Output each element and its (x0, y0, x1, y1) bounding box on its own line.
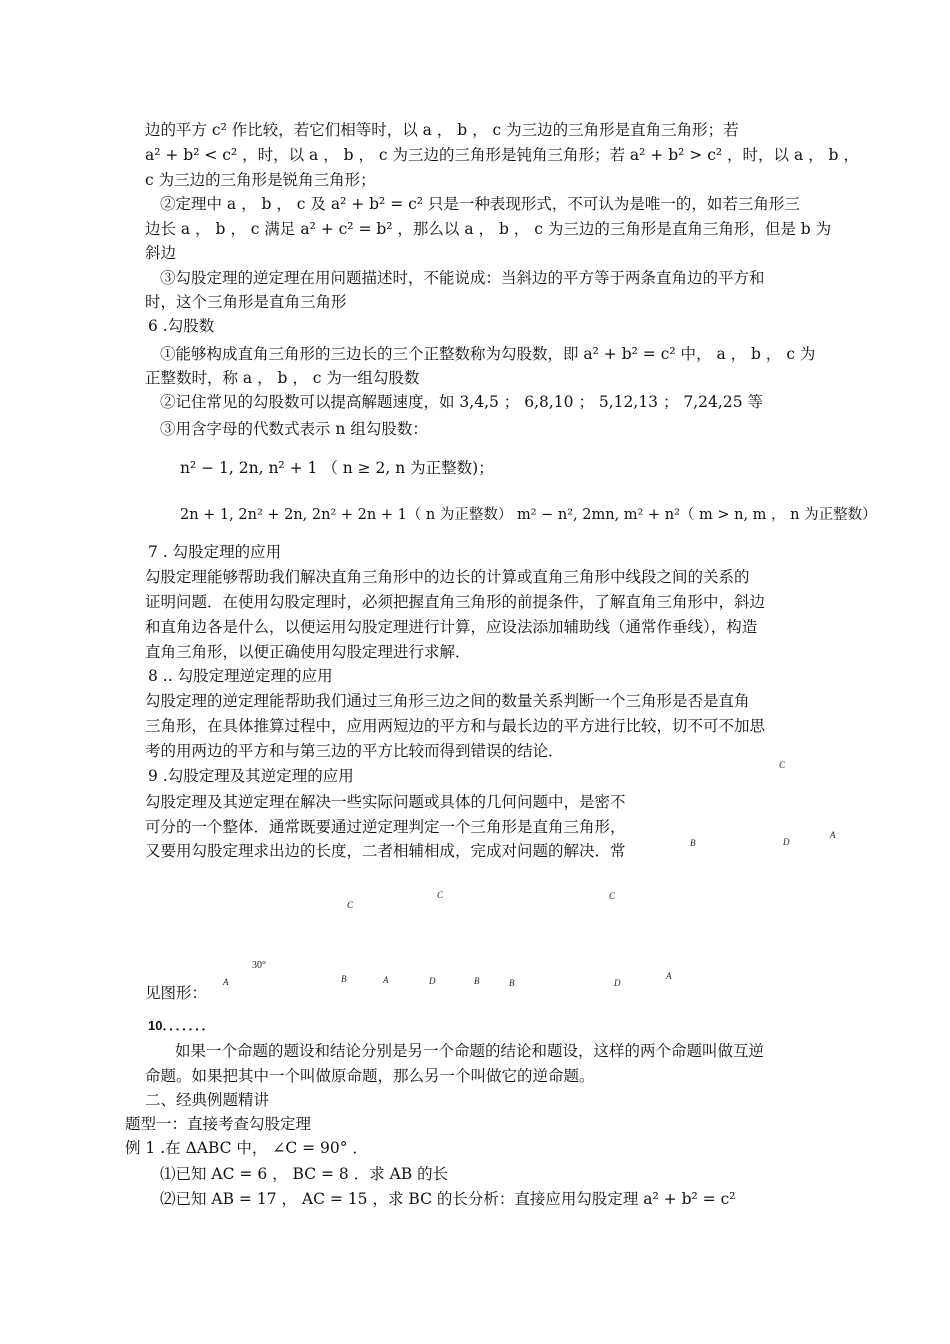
text-line-4: ②定理中 a ， b ， c 及 a² + b² = c² 只是一种表现形式，不可认为是唯一的，如若三角形三 (160, 195, 800, 213)
text-line-8: 时，这个三角形是直角三角形 (145, 293, 347, 311)
section-heading-8: 8 .. 勾股定理逆定理的应用 (148, 667, 333, 685)
text-line-23: 三角形，在具体推算过程中，应用两短边的平方和与最长边的平方进行比较，切不可不加思 (145, 717, 766, 735)
figure-label: A (830, 830, 836, 840)
text-line-11: 正整数时，称 a ， b ， c 为一组勾股数 (145, 369, 420, 387)
section-heading-7: 7 . 勾股定理的应用 (148, 543, 282, 561)
text-line-34: 题型一：直接考查勾股定理 (125, 1115, 312, 1133)
text-line-3: c 为三边的三角形是锐角三角形； (145, 171, 376, 189)
text-line-22: 勾股定理的逆定理能帮助我们通过三角形三边之间的数量关系判断一个三角形是否是直角 (145, 692, 750, 710)
text-line-13: ③用含字母的代数式表示 n 组勾股数： (160, 420, 428, 438)
text-line-20: 直角三角形，以便正确使用勾股定理进行求解． (145, 643, 471, 661)
text-line-2: a² + b² < c² ，时，以 a ， b ， c 为三边的三角形是钝角三角形；若 a² + b² > c² ，时，以 a ， b ， (145, 146, 859, 164)
text-line-6: 斜边 (145, 244, 177, 262)
section-heading-10: 10．．．．．．． (148, 1018, 215, 1033)
example-1-part-2: ⑵已知 AB = 17 ， AC = 15 ，求 BC 的长分析：直接应用勾股定理 a² + b² = c² (160, 1190, 736, 1208)
figure-label: A (666, 971, 672, 981)
figure-label: C (437, 890, 444, 900)
section-heading-examples: 二、经典例题精讲 (145, 1091, 270, 1109)
text-line-28: 又要用勾股定理求出边的长度，二者相辅相成，完成对问题的解决．常 (145, 842, 626, 860)
figure-label: C (347, 900, 354, 910)
figure-label: A (383, 975, 389, 985)
text-line-10: ①能够构成直角三角形的三边长的三个正整数称为勾股数，即 a² + b² = c² 中， a ， b ， c 为 (160, 345, 816, 363)
text-line-12: ②记住常见的勾股数可以提高解题速度，如 3,4,5 ； 6,8,10 ； 5,12,13 ； 7,24,25 等 (160, 393, 763, 411)
figure-label: B (474, 976, 480, 986)
text-line-1: 边的平方 c² 作比较，若它们相等时，以 a ， b ， c 为三边的三角形是直角三角形；若 (145, 121, 739, 139)
text-line-29: 见图形： (145, 984, 208, 1002)
figure-label: D (614, 978, 621, 988)
formula-line-2: 2n + 1, 2n² + 2n, 2n² + 2n + 1（ n 为正整数） m² − n², 2mn, m² + n²（ m > n, m ， n 为正整数） (180, 507, 877, 523)
section-heading-6: 6 .勾股数 (148, 317, 215, 335)
figure-label: D (783, 837, 790, 847)
text-line-27: 可分的一个整体．通常既要通过逆定理判定一个三角形是直角三角形， (145, 818, 626, 836)
text-line-18: 证明问题．在使用勾股定理时，必须把握直角三角形的前提条件，了解直角三角形中，斜边 (145, 593, 766, 611)
text-line-31: 如果一个命题的题设和结论分别是另一个命题的结论和题设，这样的两个命题叫做互逆 (175, 1042, 765, 1060)
figure-label: B (690, 838, 696, 848)
text-line-19: 和直角边各是什么，以便运用勾股定理进行计算，应设法添加辅助线（通常作垂线），构造 (145, 618, 758, 636)
example-1-title: 例 1 .在 ΔABC 中， ∠C = 90° ． (125, 1139, 368, 1157)
figure-label: C (609, 891, 616, 901)
text-line-26: 勾股定理及其逆定理在解决一些实际问题或具体的几何问题中，是密不 (145, 793, 626, 811)
text-line-17: 勾股定理能够帮助我们解决直角三角形中的边长的计算或直角三角形中线段之间的关系的 (145, 568, 750, 586)
text-line-5: 边长 a ， b ， c 满足 a² + c² = b² ，那么以 a ， b ， c 为三边的三角形是直角三角形，但是 b 为 (145, 220, 832, 238)
text-line-32: 命题。如果把其中一个叫做原命题，那么另一个叫做它的逆命题。 (145, 1067, 595, 1085)
figure-label: B (509, 978, 515, 988)
figure-label: B (341, 974, 347, 984)
text-line-24: 考的用两边的平方和与第三边的平方比较而得到错误的结论． (145, 742, 564, 760)
figure-angle-label: 30° (252, 960, 266, 971)
example-1-part-1: ⑴已知 AC = 6 ， BC = 8 ．求 AB 的长 (160, 1165, 449, 1183)
section-heading-9: 9 .勾股定理及其逆定理的应用 (148, 767, 354, 785)
formula-line-1: n² − 1, 2n, n² + 1 （ n ≥ 2, n 为正整数)； (180, 459, 494, 477)
figure-label: A (223, 977, 229, 987)
text-line-7: ③勾股定理的逆定理在用问题描述时，不能说成：当斜边的平方等于两条直角边的平方和 (160, 269, 765, 287)
figure-label: C (779, 760, 786, 770)
figure-label: D (429, 976, 436, 986)
